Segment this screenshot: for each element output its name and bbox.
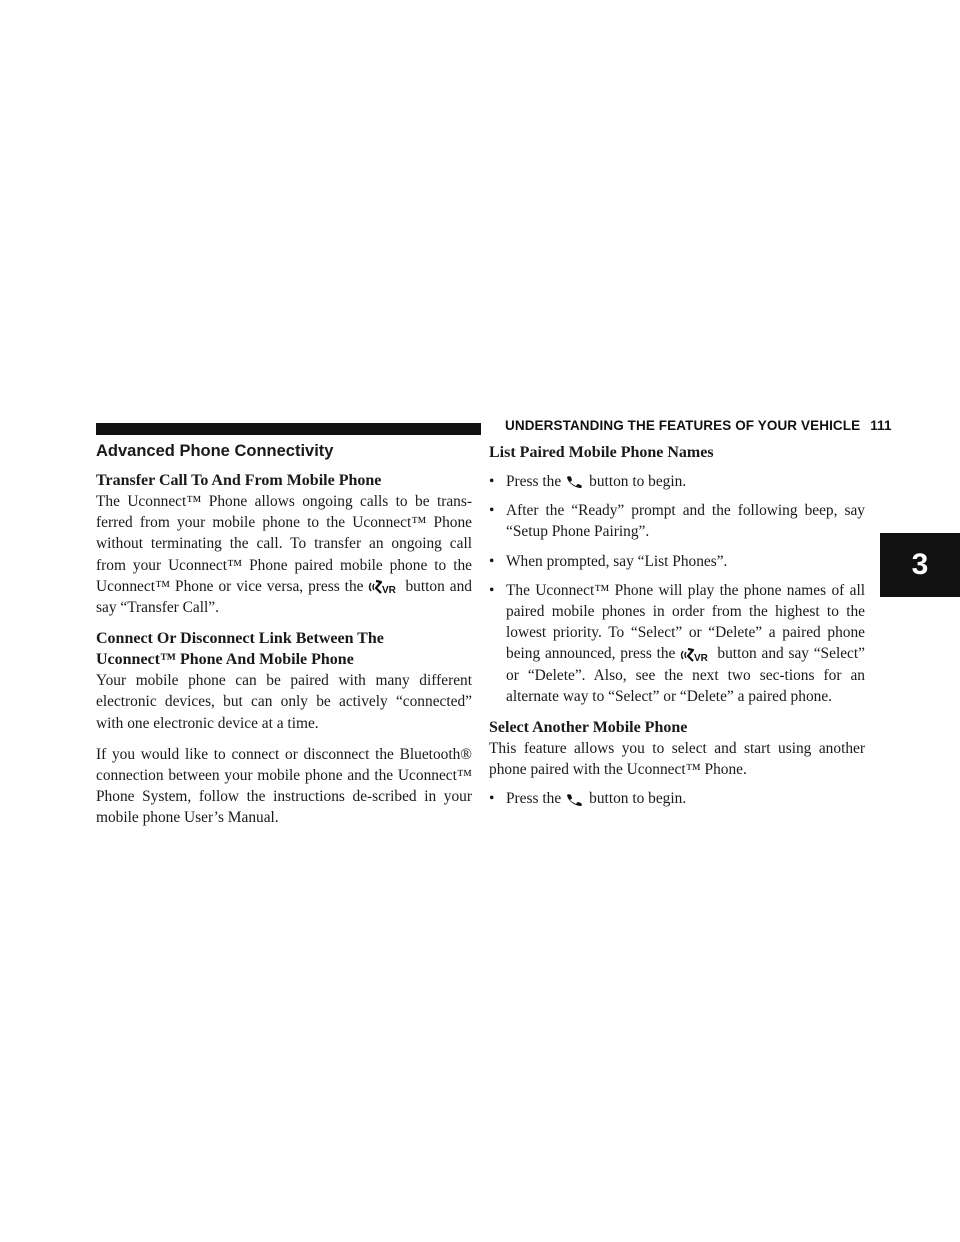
header-title: UNDERSTANDING THE FEATURES OF YOUR VEHICLE bbox=[505, 418, 861, 433]
section-heading: Advanced Phone Connectivity bbox=[96, 442, 334, 460]
transfer-call-paragraph bbox=[96, 491, 472, 618]
page-number: 111 bbox=[870, 418, 892, 433]
select-phone-paragraph: This feature allows you to select and start using another phone paired with the Uconnect™ Phone. bbox=[489, 740, 865, 779]
select-phone-steps bbox=[489, 788, 865, 809]
text-span: button to begin. bbox=[589, 473, 687, 490]
subsection-title-connect bbox=[96, 628, 472, 670]
bullet: • bbox=[489, 581, 495, 599]
voice-recognition-icon bbox=[679, 647, 713, 663]
vr-label: VR bbox=[694, 652, 709, 663]
text-span: Press the bbox=[506, 790, 562, 808]
list-item bbox=[489, 580, 865, 707]
subsection-title-select-phone: Select Another Mobile Phone bbox=[489, 719, 688, 737]
chapter-tab: 3 bbox=[880, 533, 960, 597]
text-span: When prompted, say “List Phones”. bbox=[506, 552, 728, 570]
text-span: The Uconnect™ Phone allows ongoing calls to be trans-ferred from your mobile phone to the Uconnect™ Phone without terminating the call. To transfer an ongoing call from your Uconnect™ Phone paired mobile phone to the Uconnect™ Phone or vice versa, press the bbox=[96, 493, 472, 595]
list-item bbox=[489, 788, 865, 809]
bullet: • bbox=[489, 502, 495, 520]
phone-icon bbox=[565, 475, 585, 489]
left-column bbox=[96, 440, 472, 829]
right-column bbox=[489, 440, 865, 810]
header-rule bbox=[96, 423, 481, 435]
phone-icon bbox=[565, 793, 585, 807]
title-line: Uconnect™ Phone And Mobile Phone bbox=[96, 651, 354, 669]
text-span: The Uconnect™ Phone will play the phone names of all paired mobile phones in order from the highest to the lowest priority. To “Select” or “Delete” a paired phone being announced, press the bbox=[506, 581, 865, 663]
bullet: • bbox=[489, 473, 495, 490]
text-span: button and say “Transfer Call”. bbox=[96, 577, 472, 617]
list-phones-steps bbox=[489, 471, 865, 707]
text-span: After the “Ready” prompt and the following beep, say “Setup Phone Pairing”. bbox=[506, 502, 865, 541]
connect-paragraph-2: If you would like to connect or disconnect the Bluetooth® connection between your mobile phone and the Uconnect™ Phone System, follow the instructions de-scribed in your mobile phone User’s Manual. bbox=[96, 745, 472, 827]
bullet: • bbox=[489, 790, 495, 808]
text-span: button and say “Select” or “Delete”. Also, see the next two sec-tions for an alternate way to “Select” or “Delete” a paired phone. bbox=[506, 645, 865, 705]
running-header bbox=[505, 418, 892, 433]
text-span: button to begin. bbox=[589, 790, 687, 808]
voice-recognition-icon bbox=[367, 579, 401, 595]
title-line: Connect Or Disconnect Link Between The bbox=[96, 630, 384, 648]
list-item bbox=[489, 551, 865, 572]
list-item bbox=[489, 471, 865, 492]
connect-paragraph-1: Your mobile phone can be paired with many different electronic devices, but can only be actively “connected” with one electronic device at a time. bbox=[96, 672, 472, 732]
text-span: Press the bbox=[506, 473, 562, 490]
subsection-title-list-phones: List Paired Mobile Phone Names bbox=[489, 444, 714, 461]
bullet: • bbox=[489, 552, 495, 570]
list-item bbox=[489, 500, 865, 542]
subsection-title-transfer-call: Transfer Call To And From Mobile Phone bbox=[96, 472, 382, 489]
vr-label: VR bbox=[382, 585, 397, 596]
